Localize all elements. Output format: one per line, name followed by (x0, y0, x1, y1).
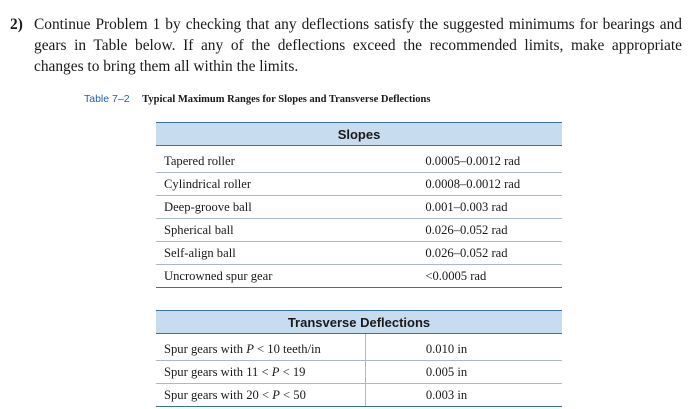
deflection-item: Spur gears with 20 < P < 50 (156, 384, 365, 407)
table-row (156, 384, 562, 407)
table-caption (84, 93, 430, 105)
slope-range: 0.001–0.003 rad (365, 196, 562, 219)
slope-item: Spherical ball (156, 219, 365, 242)
problem-number: 2) (10, 16, 23, 33)
slope-range: <0.0005 rad (365, 265, 562, 288)
deflection-item: Spur gears with 11 < P < 19 (156, 361, 365, 384)
table-label: Table 7–2 (84, 93, 130, 105)
slopes-header-row (156, 123, 562, 146)
table-row (156, 361, 562, 384)
slope-item: Tapered roller (156, 146, 365, 173)
table-row (156, 196, 562, 219)
section-gap (156, 288, 562, 311)
table-row (156, 146, 562, 173)
slope-item: Cylindrical roller (156, 173, 365, 196)
table-row (156, 219, 562, 242)
deflection-value: 0.005 in (365, 361, 562, 384)
slope-range: 0.0008–0.0012 rad (365, 173, 562, 196)
problem-statement (10, 14, 682, 77)
slopes-header: Slopes (156, 123, 562, 146)
table-row (156, 265, 562, 288)
deflections-header-row (156, 311, 562, 334)
slope-item: Self-align ball (156, 242, 365, 265)
slope-item: Uncrowned spur gear (156, 265, 365, 288)
deflection-value: 0.003 in (365, 384, 562, 407)
slope-range: 0.0005–0.0012 rad (365, 146, 562, 173)
deflection-item: Spur gears with P < 10 teeth/in (156, 334, 365, 361)
deflection-value: 0.010 in (365, 334, 562, 361)
deflection-table (156, 122, 562, 407)
table-row (156, 173, 562, 196)
slope-range: 0.026–0.052 rad (365, 242, 562, 265)
table-title: Typical Maximum Ranges for Slopes and Transverse Deflections (142, 94, 431, 105)
slope-range: 0.026–0.052 rad (365, 219, 562, 242)
deflections-header: Transverse Deflections (156, 311, 562, 334)
table-row (156, 242, 562, 265)
table-row (156, 334, 562, 361)
slope-item: Deep-groove ball (156, 196, 365, 219)
problem-text: Continue Problem 1 by checking that any deflections satisfy the suggested minimums for bearings and gears in Table below. If any of the deflections exceed the recommended limits, make appropriate changes to bring them all within the limits. (34, 16, 682, 75)
